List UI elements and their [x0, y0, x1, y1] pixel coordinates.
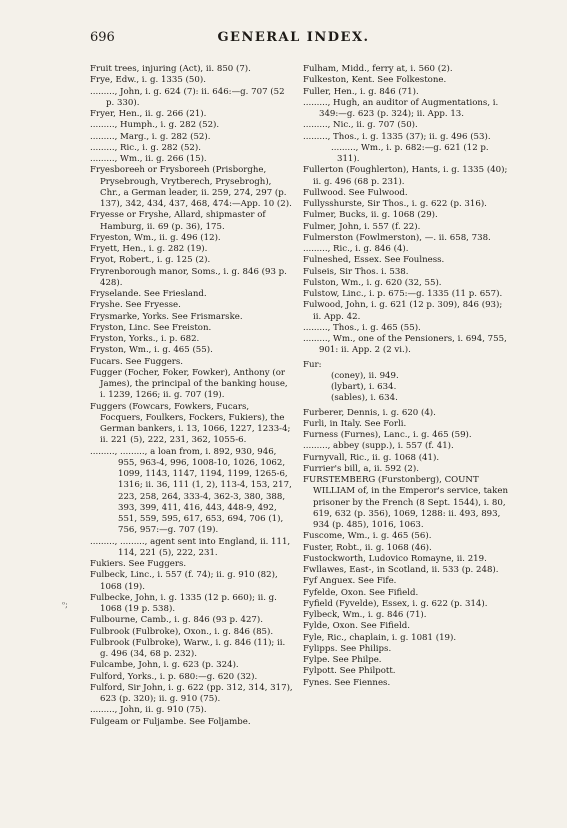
index-entry: ........., ........., a loan from, i. 892, 930, 946, 955, 963-4, 996, 1008-10, 1026, 1062, 1099, 1143, 1147, 1194, 1199, 1265-6, 1316; ii. 36, 111 (1, 2), 113-4, 153, 217, 223, 258, 264, 333-4, 362-3, 380, 388, 393, 399, 411, 416, 443, 448-9, 492, 551, 559, 595, 617, 653, 694, 706 (1), 756, 957:—g. 707 (19). [90, 446, 292, 536]
index-entry: FURSTEMBERG (Furstonberg), COUNT WILLIAM of, in the Emperor's service, taken prisoner by the French (8 Sept. 1544), i. 80, 619, 632 (p. 356), 1069, 1288: ii. 493, 893, 934 (p. 485), 1016, 1063. [303, 475, 508, 530]
index-entry: Fruit trees, injuring (Act), ii. 850 (7). [90, 64, 251, 74]
index-entry: Fyfelde, Oxon. See Fifield. [303, 587, 419, 598]
index-entry: Fukiers. See Fuggers. [90, 559, 187, 569]
index-entry: Fullwood. See Fulwood. [303, 187, 408, 198]
index-entry: ........., John, ii. g. 910 (75). [90, 705, 207, 716]
index-entry: Fulmer, Bucks, ii. g. 1068 (29). [303, 210, 438, 221]
index-entry: Frysmarke, Yorks. See Frismarske. [90, 311, 243, 322]
index-entry: ........., abbey (supp.), i. 557 (f. 41). [303, 441, 454, 452]
index-entry: Fulford, Yorks., i. p. 680:—g. 620 (32). [90, 671, 258, 682]
index-entry: Fryer, Hen., ii. g. 266 (21). [90, 109, 207, 119]
margin-mark: ᵒ; [62, 600, 68, 609]
index-entry: Fryot, Robert., i. g. 125 (2). [90, 255, 211, 266]
index-entry: Fylipps. See Philips. [303, 643, 392, 654]
index-entry: Fryeston, Wm., ii. g. 496 (12). [90, 232, 221, 243]
index-entry: Fylde, Oxon. See Fifield. [303, 621, 410, 632]
index-entry: Fugger (Focher, Foker, Fowker), Anthony (or James), the principal of the banking house, i. 1239, 1266; ii. g. 707 (19). [90, 367, 288, 401]
index-entry: ........., Wm., i. p. 682:—g. 621 (12 p. 311). [331, 142, 489, 164]
index-entry: Fulbrook (Fulbroke), Oxon., i. g. 846 (85). [90, 626, 274, 637]
index-entry: Fur: [303, 359, 322, 370]
index-entry: Furberer, Dennis, i. g. 620 (4). [303, 407, 436, 418]
index-entry: Fryshe. See Fryesse. [90, 300, 181, 311]
index-entry: (lybart), i. 634. [331, 382, 397, 392]
index-entry: Frye, Edw., i. g. 1335 (50). [90, 75, 206, 86]
index-entry: Fryselande. See Friesland. [90, 289, 207, 299]
index-entry: Fulbourne, Camb., i. g. 846 (93 p. 427). [90, 615, 263, 626]
index-entry: Fryston, Wm., i. g. 465 (55). [90, 345, 213, 356]
index-entry: Fulford, Sir John, i. g. 622 (pp. 312, 314, 317), 623 (p. 320); ii. g. 910 (75). [90, 682, 293, 704]
index-entry: ........., Ric., i. g. 846 (4). [303, 244, 409, 254]
index-entry: Fulgeam or Fuljambe. See Foljambe. [90, 716, 251, 727]
index-entry: Fulbecke, John, i. g. 1335 (12 p. 660); ii. g. 1068 (19 p. 538). [90, 592, 277, 614]
index-entry: Fulmer, John, i. 557 (f. 22). [303, 221, 421, 232]
index-entry: Furrier's bill, a, ii. 592 (2). [303, 463, 419, 474]
index-entry: Furnyvall, Ric., ii. g. 1068 (41). [303, 452, 440, 463]
index-entry: Fryrenborough manor, Soms., i. g. 846 (93 p. 428). [90, 266, 287, 288]
index-entry: Fullysshurste, Sir Thos., i. g. 622 (p. 316). [303, 199, 487, 209]
index-entry: ........., ........., agent sent into England, ii. 111, 114, 221 (5), 222, 231. [90, 536, 291, 558]
index-entry: ........., John, i. g. 624 (7): ii. 646:—g. 707 (52 p. 330). [90, 86, 285, 108]
index-entry: ........., Thos., i. g. 465 (55). [303, 322, 421, 333]
index-entry: Fynes. See Fiennes. [303, 677, 391, 688]
index-entry: ........., Marg., i. g. 282 (52). [90, 131, 211, 142]
index-entry: Fulbeck, Linc., i. 557 (f. 74); ii. g. 910 (82), 1068 (19). [90, 570, 278, 592]
index-entry: Fulham, Midd., ferry at, i. 560 (2). [303, 64, 453, 74]
index-entry: Fyfield (Fyvelde), Essex, i. g. 622 (p. 314). [303, 598, 488, 609]
index-entry: Fuster, Robt., ii. g. 1068 (46). [303, 542, 432, 553]
index-entry: (coney), ii. 949. [331, 370, 399, 381]
index-entry: Fryesboreeh or Frysboreeh (Prisborghe, Prysebrough, Vrytberech, Prysebrogh), Chr., a German leader, ii. 259, 274, 297 (p. 137), 342, 434, 437, 468, 474:—App. 10 (2). [90, 165, 292, 209]
index-entry: (sables), i. 634. [331, 393, 398, 404]
index-entry: Fucars. See Fuggers. [90, 356, 184, 367]
index-entry: Fulcambe, John, i. g. 623 (p. 324). [90, 660, 239, 671]
index-entry: Fulwood, John, i. g. 621 (12 p. 309), 846 (93); ii. App. 42. [303, 300, 503, 322]
index-entry: Fulbrook (Fulbroke), Warw., i. g. 846 (11); ii. g. 496 (34, 68 p. 232). [90, 637, 286, 659]
index-entry: Fuggers (Fowcars, Fowkers, Fucars, Focquers, Foulkers, Fockers, Fukiers), the German bankers, i. 13, 1066, 1227, 1233-4; ii. 221 (5), 222, 231, 362, 1055-6. [90, 401, 291, 446]
index-entry: Fryesse or Fryshe, Allard, shipmaster of Hamburg, ii. 69 (p. 36), 175. [90, 210, 266, 232]
index-entry: Fyf Anguex. See Fife. [303, 576, 397, 587]
index-column-right [303, 64, 511, 689]
index-entry: Fulkeston, Kent. See Folkestone. [303, 75, 447, 86]
index-entry: Fryston, Linc. See Freiston. [90, 322, 212, 333]
index-entry: Fylpott. See Philpott. [303, 666, 396, 677]
running-title: GENERAL INDEX. [217, 30, 370, 45]
index-entry: Fulneshed, Essex. See Foulness. [303, 255, 445, 266]
index-entry: Fulmerston (Fowlmerston), —. ii. 658, 738. [303, 232, 491, 243]
index-entry: Fulseis, Sir Thos. i. 538. [303, 266, 409, 277]
index-entry: Fylpe. See Philpe. [303, 655, 382, 665]
index-entry: Fwllawes, East-, in Scotland, ii. 533 (p. 248). [303, 565, 499, 575]
index-entry: Fylbeck, Wm., i. g. 846 (71). [303, 610, 427, 620]
page-number: 696 [90, 30, 115, 45]
index-entry: ........., Humph., i. g. 282 (52). [90, 120, 220, 131]
index-entry: Fulston, Wm., i. g. 620 (32, 55). [303, 277, 442, 288]
page-header [90, 30, 497, 48]
index-entry: ........., Ric., i. g. 282 (52). [90, 142, 201, 153]
index-entry: Fuscome, Wm., i. g. 465 (56). [303, 531, 432, 542]
index-entry: ........., Wm., one of the Pensioners, i. 694, 755, 901: ii. App. 2 (2 vi.). [303, 334, 507, 356]
index-entry: Fyle, Ric., chaplain, i. g. 1081 (19). [303, 632, 457, 643]
index-entry: ........., Hugh, an auditor of Augmentations, i. 349:—g. 623 (p. 324); ii. App. 13. [303, 97, 499, 119]
index-column-left [90, 64, 294, 728]
index-entry: Furli, in Italy. See Forli. [303, 418, 407, 429]
index-entry: Fuller, Hen., i. g. 846 (71). [303, 86, 419, 97]
index-entry: Fustockworth, Ludovico Romayne, ii. 219. [303, 553, 487, 564]
index-entry: ........., Thos., i. g. 1335 (37); ii. g. 496 (53). [303, 131, 491, 142]
index-entry: Furness (Furnes), Lanc., i. g. 465 (59). [303, 430, 472, 440]
index-entry: Fryett, Hen., i. g. 282 (19). [90, 244, 208, 254]
index-entry: Fryston, Yorks., i. p. 682. [90, 334, 200, 344]
index-entry: ........., Nic., ii. g. 707 (50). [303, 120, 418, 131]
index-entry: ........., Wm., ii. g. 266 (15). [90, 154, 207, 164]
index-entry: Fullerton (Foughlerton), Hants, i. g. 1335 (40); ii. g. 496 (68 p. 231). [303, 165, 508, 187]
index-entry: Fulstow, Linc., i. p. 675:—g. 1335 (11 p. 657). [303, 289, 503, 299]
